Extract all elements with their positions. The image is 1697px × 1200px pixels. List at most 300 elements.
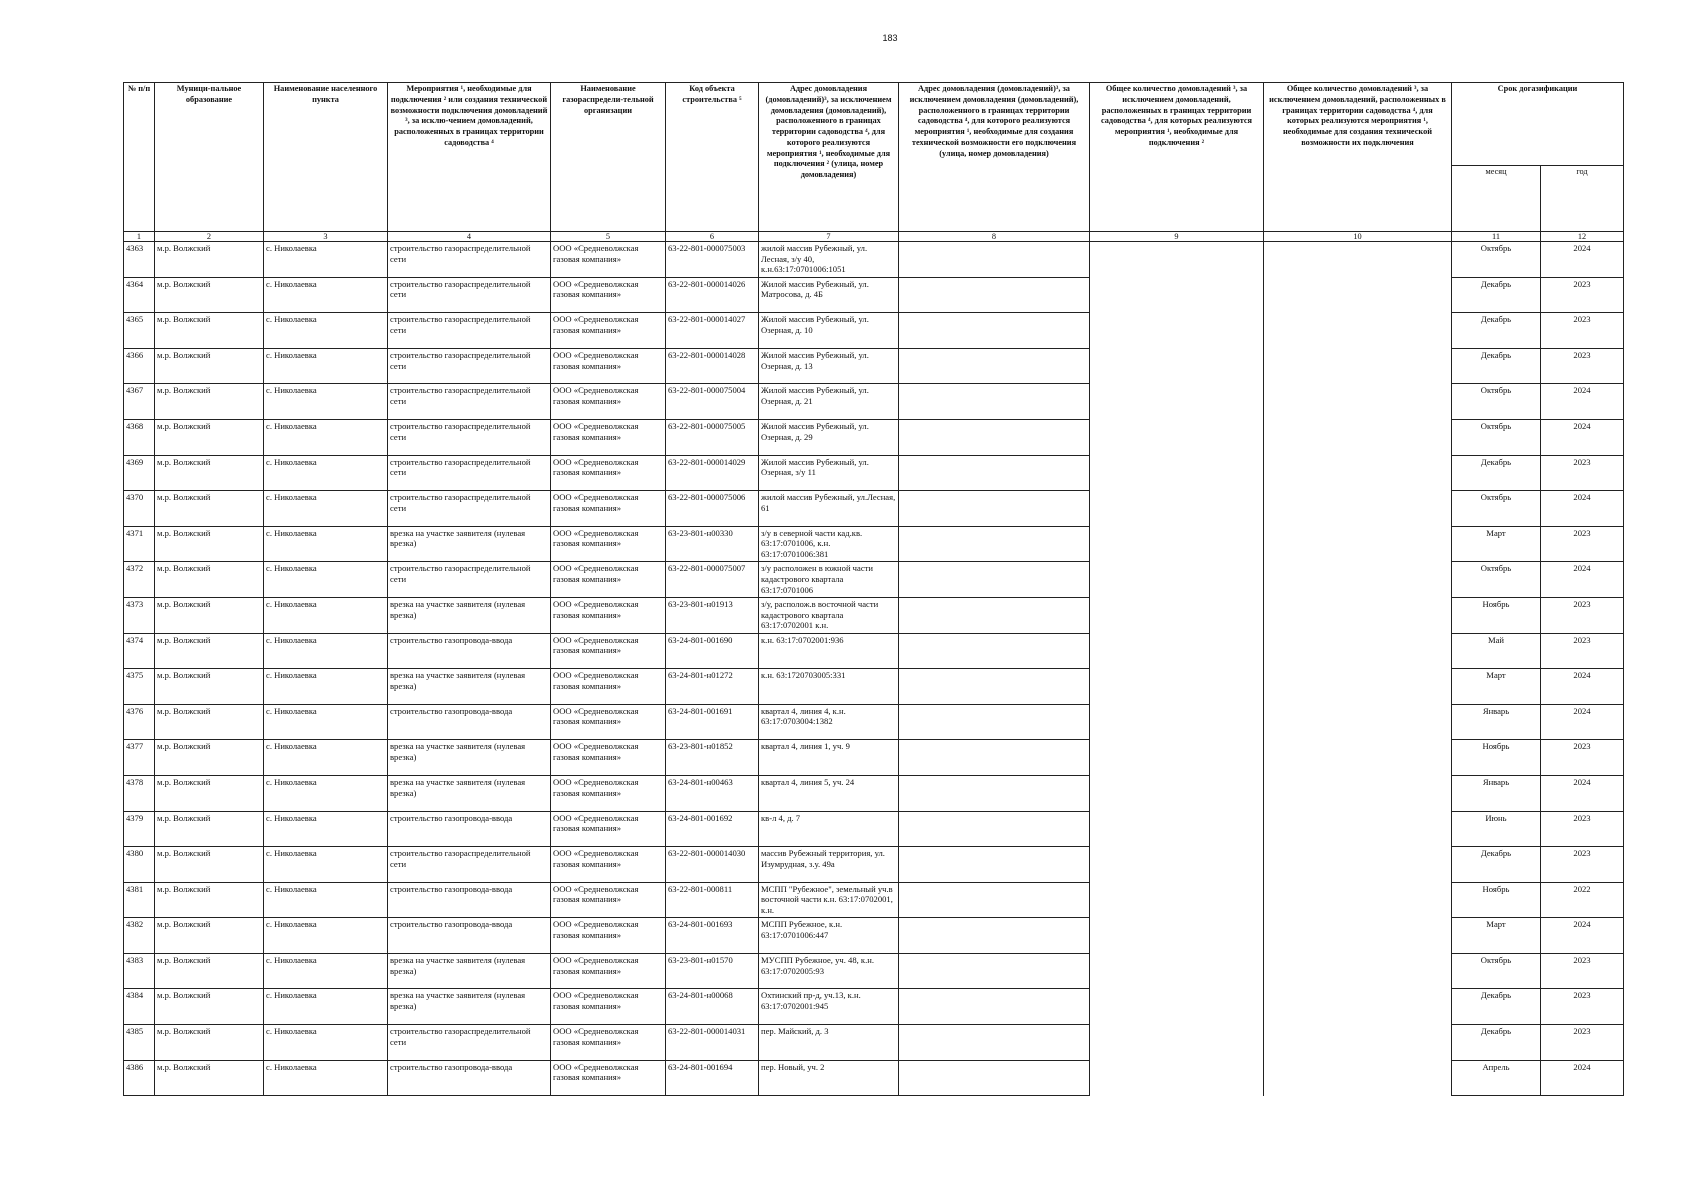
address-cell: Жилой массив Рубежный, ул. Озерная, д. 13 (759, 348, 899, 384)
object-code-cell: 63-22-801-000014028 (666, 348, 759, 384)
object-code-cell: 63-22-801-000014030 (666, 847, 759, 883)
measure-cell: строительство газораспределительной сети (388, 242, 551, 278)
municipality-cell: м.р. Волжский (155, 882, 264, 918)
measure-cell: врезка на участке заявителя (нулевая врезка) (388, 989, 551, 1025)
municipality-cell: м.р. Волжский (155, 953, 264, 989)
measure-cell: строительство газораспределительной сети (388, 419, 551, 455)
settlement-cell: с. Николаевка (264, 989, 388, 1025)
measure-cell: врезка на участке заявителя (нулевая врезка) (388, 775, 551, 811)
year-cell: 2023 (1541, 313, 1624, 349)
header-municipality: Муници-пальное образование (155, 83, 264, 232)
row-number: 4374 (124, 633, 155, 669)
address-tech-cell (899, 1025, 1090, 1061)
table-row (124, 384, 1624, 420)
month-cell: Октябрь (1452, 491, 1541, 527)
gas-org-cell: ООО «Средневолжская газовая компания» (551, 384, 666, 420)
row-number: 4370 (124, 491, 155, 527)
row-number: 4366 (124, 348, 155, 384)
month-cell: Ноябрь (1452, 740, 1541, 776)
year-cell: 2023 (1541, 740, 1624, 776)
settlement-cell: с. Николаевка (264, 882, 388, 918)
settlement-cell: с. Николаевка (264, 740, 388, 776)
measure-cell: строительство газораспределительной сети (388, 847, 551, 883)
municipality-cell: м.р. Волжский (155, 348, 264, 384)
municipality-cell: м.р. Волжский (155, 633, 264, 669)
table-row (124, 313, 1624, 349)
address-cell: кв-л 4, д. 7 (759, 811, 899, 847)
address-cell: Охтинский пр-д, уч.13, к.н. 63:17:0702001:945 (759, 989, 899, 1025)
column-number: 5 (551, 232, 666, 242)
settlement-cell: с. Николаевка (264, 1060, 388, 1096)
table-row (124, 847, 1624, 883)
row-number: 4379 (124, 811, 155, 847)
address-cell: Жилой массив Рубежный, ул. Озерная, з/у 11 (759, 455, 899, 491)
address-cell: з/у расположен в южной части кадастрового квартала 63:17:0701006 (759, 562, 899, 598)
count-tech-cell (1264, 882, 1452, 918)
address-tech-cell (899, 242, 1090, 278)
municipality-cell: м.р. Волжский (155, 419, 264, 455)
table-row (124, 277, 1624, 313)
header-settlement: Наименование населенного пункта (264, 83, 388, 232)
count-connection-cell (1090, 526, 1264, 562)
count-connection-cell (1090, 597, 1264, 633)
column-number: 1 (124, 232, 155, 242)
measure-cell: строительство газораспределительной сети (388, 384, 551, 420)
table-row (124, 775, 1624, 811)
address-cell: квартал 4, линия 4, к.н. 63:17:0703004:1382 (759, 704, 899, 740)
settlement-cell: с. Николаевка (264, 384, 388, 420)
column-number-row (124, 232, 1624, 242)
count-tech-cell (1264, 953, 1452, 989)
header-number: № п/п (124, 83, 155, 232)
table-row (124, 242, 1624, 278)
measure-cell: строительство газораспределительной сети (388, 455, 551, 491)
address-tech-cell (899, 989, 1090, 1025)
settlement-cell: с. Николаевка (264, 419, 388, 455)
month-cell: Март (1452, 918, 1541, 954)
year-cell: 2024 (1541, 669, 1624, 705)
count-connection-cell (1090, 1025, 1264, 1061)
count-connection-cell (1090, 918, 1264, 954)
count-tech-cell (1264, 277, 1452, 313)
object-code-cell: 63-24-801-001692 (666, 811, 759, 847)
settlement-cell: с. Николаевка (264, 597, 388, 633)
header-deadline: Срок догазификации (1452, 83, 1624, 166)
object-code-cell: 63-24-801-н01272 (666, 669, 759, 705)
count-tech-cell (1264, 526, 1452, 562)
address-cell: массив Рубежный территория, ул. Изумрудная, з.у. 49а (759, 847, 899, 883)
table-body (124, 242, 1624, 1096)
gas-org-cell: ООО «Средневолжская газовая компания» (551, 811, 666, 847)
count-connection-cell (1090, 348, 1264, 384)
object-code-cell: 63-23-801-н00330 (666, 526, 759, 562)
count-connection-cell (1090, 989, 1264, 1025)
count-tech-cell (1264, 775, 1452, 811)
address-tech-cell (899, 669, 1090, 705)
municipality-cell: м.р. Волжский (155, 1060, 264, 1096)
table-row (124, 1025, 1624, 1061)
object-code-cell: 63-22-801-000075006 (666, 491, 759, 527)
object-code-cell: 63-24-801-001694 (666, 1060, 759, 1096)
municipality-cell: м.р. Волжский (155, 669, 264, 705)
municipality-cell: м.р. Волжский (155, 313, 264, 349)
settlement-cell: с. Николаевка (264, 775, 388, 811)
count-tech-cell (1264, 491, 1452, 527)
gas-org-cell: ООО «Средневолжская газовая компания» (551, 740, 666, 776)
count-connection-cell (1090, 313, 1264, 349)
row-number: 4376 (124, 704, 155, 740)
count-connection-cell (1090, 1060, 1264, 1096)
municipality-cell: м.р. Волжский (155, 562, 264, 598)
address-tech-cell (899, 740, 1090, 776)
table-row (124, 597, 1624, 633)
count-connection-cell (1090, 847, 1264, 883)
table-row (124, 953, 1624, 989)
year-cell: 2022 (1541, 882, 1624, 918)
municipality-cell: м.р. Волжский (155, 847, 264, 883)
row-number: 4373 (124, 597, 155, 633)
month-cell: Ноябрь (1452, 597, 1541, 633)
address-tech-cell (899, 526, 1090, 562)
address-tech-cell (899, 455, 1090, 491)
table-row (124, 918, 1624, 954)
year-cell: 2023 (1541, 455, 1624, 491)
year-cell: 2023 (1541, 847, 1624, 883)
year-cell: 2024 (1541, 918, 1624, 954)
count-tech-cell (1264, 811, 1452, 847)
object-code-cell: 63-24-801-001693 (666, 918, 759, 954)
gasification-table (123, 82, 1624, 1096)
row-number: 4382 (124, 918, 155, 954)
settlement-cell: с. Николаевка (264, 704, 388, 740)
municipality-cell: м.р. Волжский (155, 384, 264, 420)
municipality-cell: м.р. Волжский (155, 811, 264, 847)
object-code-cell: 63-22-801-000014029 (666, 455, 759, 491)
object-code-cell: 63-22-801-000811 (666, 882, 759, 918)
measure-cell: врезка на участке заявителя (нулевая врезка) (388, 597, 551, 633)
address-tech-cell (899, 847, 1090, 883)
object-code-cell: 63-23-801-н01852 (666, 740, 759, 776)
header-measures: Мероприятия ¹, необходимые для подключения ² или создания технической возможности подключения домовладений ³, за исклю-чением домовладений, расположенных в границах территории садоводства ⁴ (388, 83, 551, 232)
count-tech-cell (1264, 1025, 1452, 1061)
table-row (124, 811, 1624, 847)
count-connection-cell (1090, 811, 1264, 847)
header-month: месяц (1452, 166, 1541, 232)
column-number: 7 (759, 232, 899, 242)
measure-cell: врезка на участке заявителя (нулевая врезка) (388, 526, 551, 562)
gas-org-cell: ООО «Средневолжская газовая компания» (551, 526, 666, 562)
gas-org-cell: ООО «Средневолжская газовая компания» (551, 277, 666, 313)
address-tech-cell (899, 953, 1090, 989)
count-tech-cell (1264, 847, 1452, 883)
gas-org-cell: ООО «Средневолжская газовая компания» (551, 669, 666, 705)
row-number: 4363 (124, 242, 155, 278)
object-code-cell: 63-22-801-000075007 (666, 562, 759, 598)
measure-cell: строительство газораспределительной сети (388, 562, 551, 598)
address-tech-cell (899, 384, 1090, 420)
municipality-cell: м.р. Волжский (155, 740, 264, 776)
address-cell: жилой массив Рубежный, ул. Лесная, з/у 40, к.н.63:17:0701006:1051 (759, 242, 899, 278)
count-connection-cell (1090, 633, 1264, 669)
address-cell: Жилой массив Рубежный, ул. Матросова, д. 4Б (759, 277, 899, 313)
month-cell: Октябрь (1452, 384, 1541, 420)
count-tech-cell (1264, 1060, 1452, 1096)
count-connection-cell (1090, 669, 1264, 705)
measure-cell: строительство газораспределительной сети (388, 348, 551, 384)
table-row (124, 562, 1624, 598)
count-tech-cell (1264, 455, 1452, 491)
settlement-cell: с. Николаевка (264, 313, 388, 349)
gas-org-cell: ООО «Средневолжская газовая компания» (551, 633, 666, 669)
table-row (124, 704, 1624, 740)
column-number: 10 (1264, 232, 1452, 242)
address-tech-cell (899, 775, 1090, 811)
gas-org-cell: ООО «Средневолжская газовая компания» (551, 989, 666, 1025)
municipality-cell: м.р. Волжский (155, 775, 264, 811)
municipality-cell: м.р. Волжский (155, 242, 264, 278)
measure-cell: строительство газораспределительной сети (388, 277, 551, 313)
object-code-cell: 63-22-801-000014026 (666, 277, 759, 313)
count-connection-cell (1090, 277, 1264, 313)
year-cell: 2024 (1541, 242, 1624, 278)
year-cell: 2024 (1541, 562, 1624, 598)
count-tech-cell (1264, 242, 1452, 278)
gas-org-cell: ООО «Средневолжская газовая компания» (551, 491, 666, 527)
municipality-cell: м.р. Волжский (155, 597, 264, 633)
municipality-cell: м.р. Волжский (155, 491, 264, 527)
object-code-cell: 63-24-801-н00463 (666, 775, 759, 811)
address-cell: пер. Майский, д. 3 (759, 1025, 899, 1061)
table-row (124, 882, 1624, 918)
month-cell: Декабрь (1452, 989, 1541, 1025)
count-tech-cell (1264, 313, 1452, 349)
gas-org-cell: ООО «Средневолжская газовая компания» (551, 242, 666, 278)
month-cell: Декабрь (1452, 847, 1541, 883)
month-cell: Декабрь (1452, 348, 1541, 384)
address-tech-cell (899, 597, 1090, 633)
address-tech-cell (899, 633, 1090, 669)
object-code-cell: 63-23-801-н01913 (666, 597, 759, 633)
municipality-cell: м.р. Волжский (155, 455, 264, 491)
month-cell: Июнь (1452, 811, 1541, 847)
year-cell: 2023 (1541, 633, 1624, 669)
row-number: 4384 (124, 989, 155, 1025)
year-cell: 2023 (1541, 277, 1624, 313)
month-cell: Январь (1452, 704, 1541, 740)
month-cell: Декабрь (1452, 1025, 1541, 1061)
municipality-cell: м.р. Волжский (155, 918, 264, 954)
column-number: 12 (1541, 232, 1624, 242)
address-tech-cell (899, 918, 1090, 954)
header-count-tech: Общее количество домовладений ³, за исключением домовладений, расположенных в границах территории садоводства ⁴, для которых реализуются мероприятия ¹, необходимые для создания технической возможности их подключения (1264, 83, 1452, 232)
address-cell: Жилой массив Рубежный, ул. Озерная, д. 10 (759, 313, 899, 349)
header-year: год (1541, 166, 1624, 232)
settlement-cell: с. Николаевка (264, 455, 388, 491)
address-cell: квартал 4, линия 1, уч. 9 (759, 740, 899, 776)
year-cell: 2023 (1541, 989, 1624, 1025)
address-tech-cell (899, 419, 1090, 455)
header-gas-org: Наименование газораспредели-тельной организации (551, 83, 666, 232)
measure-cell: строительство газораспределительной сети (388, 1025, 551, 1061)
address-cell: МСПП "Рубежное", земельный уч.в восточной части к.н. 63:17:0702001, к.н. (759, 882, 899, 918)
month-cell: Март (1452, 526, 1541, 562)
address-cell: з/у в северной части кад.кв. 63:17:0701006, к.н. 63:17:0701006:381 (759, 526, 899, 562)
measure-cell: строительство газопровода-ввода (388, 882, 551, 918)
year-cell: 2024 (1541, 491, 1624, 527)
gas-org-cell: ООО «Средневолжская газовая компания» (551, 562, 666, 598)
gas-org-cell: ООО «Средневолжская газовая компания» (551, 419, 666, 455)
header-address-tech: Адрес домовладения (домовладений)³, за исключением домовладения (домовладений), расположенного в границах территории садоводства ⁴, для которого реализуются мероприятия ¹, необходимые для создания технической возможности его подключения (улица, номер домовладения) (899, 83, 1090, 232)
municipality-cell: м.р. Волжский (155, 1025, 264, 1061)
row-number: 4381 (124, 882, 155, 918)
count-tech-cell (1264, 348, 1452, 384)
address-tech-cell (899, 277, 1090, 313)
municipality-cell: м.р. Волжский (155, 704, 264, 740)
settlement-cell: с. Николаевка (264, 526, 388, 562)
measure-cell: врезка на участке заявителя (нулевая врезка) (388, 669, 551, 705)
column-number: 11 (1452, 232, 1541, 242)
count-connection-cell (1090, 882, 1264, 918)
address-tech-cell (899, 348, 1090, 384)
count-tech-cell (1264, 669, 1452, 705)
municipality-cell: м.р. Волжский (155, 277, 264, 313)
table-header (124, 83, 1624, 242)
column-number: 4 (388, 232, 551, 242)
count-connection-cell (1090, 562, 1264, 598)
settlement-cell: с. Николаевка (264, 242, 388, 278)
row-number: 4375 (124, 669, 155, 705)
month-cell: Апрель (1452, 1060, 1541, 1096)
row-number: 4368 (124, 419, 155, 455)
year-cell: 2024 (1541, 775, 1624, 811)
table-row (124, 419, 1624, 455)
gas-org-cell: ООО «Средневолжская газовая компания» (551, 882, 666, 918)
count-tech-cell (1264, 633, 1452, 669)
settlement-cell: с. Николаевка (264, 562, 388, 598)
row-number: 4378 (124, 775, 155, 811)
header-address-connection: Адрес домовладения (домовладений)³, за исключением домовладения (домовладений), расположенного в границах территории садоводства ⁴, для которого реализуются мероприятия ¹, необходимые для подключения ² (улица, номер домовладения) (759, 83, 899, 232)
measure-cell: строительство газопровода-ввода (388, 704, 551, 740)
count-connection-cell (1090, 740, 1264, 776)
table-row (124, 1060, 1624, 1096)
count-connection-cell (1090, 419, 1264, 455)
gas-org-cell: ООО «Средневолжская газовая компания» (551, 847, 666, 883)
table-row (124, 491, 1624, 527)
object-code-cell: 63-22-801-000075003 (666, 242, 759, 278)
measure-cell: строительство газопровода-ввода (388, 1060, 551, 1096)
month-cell: Январь (1452, 775, 1541, 811)
address-tech-cell (899, 882, 1090, 918)
month-cell: Октябрь (1452, 419, 1541, 455)
settlement-cell: с. Николаевка (264, 918, 388, 954)
column-number: 3 (264, 232, 388, 242)
column-number: 8 (899, 232, 1090, 242)
object-code-cell: 63-23-801-н01570 (666, 953, 759, 989)
count-connection-cell (1090, 491, 1264, 527)
column-number: 6 (666, 232, 759, 242)
table-row (124, 526, 1624, 562)
count-connection-cell (1090, 384, 1264, 420)
year-cell: 2023 (1541, 1025, 1624, 1061)
year-cell: 2024 (1541, 419, 1624, 455)
settlement-cell: с. Николаевка (264, 953, 388, 989)
gas-org-cell: ООО «Средневолжская газовая компания» (551, 704, 666, 740)
month-cell: Декабрь (1452, 455, 1541, 491)
table-row (124, 989, 1624, 1025)
measure-cell: строительство газопровода-ввода (388, 633, 551, 669)
row-number: 4367 (124, 384, 155, 420)
row-number: 4385 (124, 1025, 155, 1061)
object-code-cell: 63-22-801-000075004 (666, 384, 759, 420)
gas-org-cell: ООО «Средневолжская газовая компания» (551, 348, 666, 384)
settlement-cell: с. Николаевка (264, 277, 388, 313)
address-cell: Жилой массив Рубежный, ул. Озерная, д. 29 (759, 419, 899, 455)
row-number: 4371 (124, 526, 155, 562)
count-tech-cell (1264, 740, 1452, 776)
measure-cell: строительство газопровода-ввода (388, 811, 551, 847)
address-tech-cell (899, 562, 1090, 598)
column-number: 9 (1090, 232, 1264, 242)
count-tech-cell (1264, 989, 1452, 1025)
gas-org-cell: ООО «Средневолжская газовая компания» (551, 953, 666, 989)
gas-org-cell: ООО «Средневолжская газовая компания» (551, 597, 666, 633)
address-tech-cell (899, 1060, 1090, 1096)
month-cell: Декабрь (1452, 277, 1541, 313)
column-number: 2 (155, 232, 264, 242)
count-connection-cell (1090, 455, 1264, 491)
year-cell: 2023 (1541, 348, 1624, 384)
address-cell: жилой массив Рубежный, ул.Лесная, 61 (759, 491, 899, 527)
measure-cell: строительство газораспределительной сети (388, 313, 551, 349)
settlement-cell: с. Николаевка (264, 491, 388, 527)
gas-org-cell: ООО «Средневолжская газовая компания» (551, 918, 666, 954)
page-number: 183 (882, 33, 898, 43)
address-cell: Жилой массив Рубежный, ул. Озерная, д. 21 (759, 384, 899, 420)
settlement-cell: с. Николаевка (264, 348, 388, 384)
address-cell: з/у, располож.в восточной части кадастрового квартала 63:17:0702001 к.н. (759, 597, 899, 633)
table-row (124, 455, 1624, 491)
count-connection-cell (1090, 704, 1264, 740)
object-code-cell: 63-22-801-000014031 (666, 1025, 759, 1061)
row-number: 4380 (124, 847, 155, 883)
address-cell: квартал 4, линия 5, уч. 24 (759, 775, 899, 811)
table-row (124, 633, 1624, 669)
address-cell: МУСПП Рубежное, уч. 48, к.н. 63:17:0702005:93 (759, 953, 899, 989)
count-tech-cell (1264, 704, 1452, 740)
month-cell: Май (1452, 633, 1541, 669)
row-number: 4364 (124, 277, 155, 313)
month-cell: Ноябрь (1452, 882, 1541, 918)
address-tech-cell (899, 704, 1090, 740)
count-connection-cell (1090, 953, 1264, 989)
row-number: 4372 (124, 562, 155, 598)
gas-org-cell: ООО «Средневолжская газовая компания» (551, 1060, 666, 1096)
year-cell: 2024 (1541, 384, 1624, 420)
address-tech-cell (899, 811, 1090, 847)
measure-cell: врезка на участке заявителя (нулевая врезка) (388, 740, 551, 776)
month-cell: Октябрь (1452, 953, 1541, 989)
row-number: 4383 (124, 953, 155, 989)
settlement-cell: с. Николаевка (264, 633, 388, 669)
address-tech-cell (899, 313, 1090, 349)
measure-cell: строительство газопровода-ввода (388, 918, 551, 954)
object-code-cell: 63-22-801-000014027 (666, 313, 759, 349)
settlement-cell: с. Николаевка (264, 811, 388, 847)
settlement-cell: с. Николаевка (264, 669, 388, 705)
address-tech-cell (899, 491, 1090, 527)
month-cell: Октябрь (1452, 562, 1541, 598)
object-code-cell: 63-22-801-000075005 (666, 419, 759, 455)
